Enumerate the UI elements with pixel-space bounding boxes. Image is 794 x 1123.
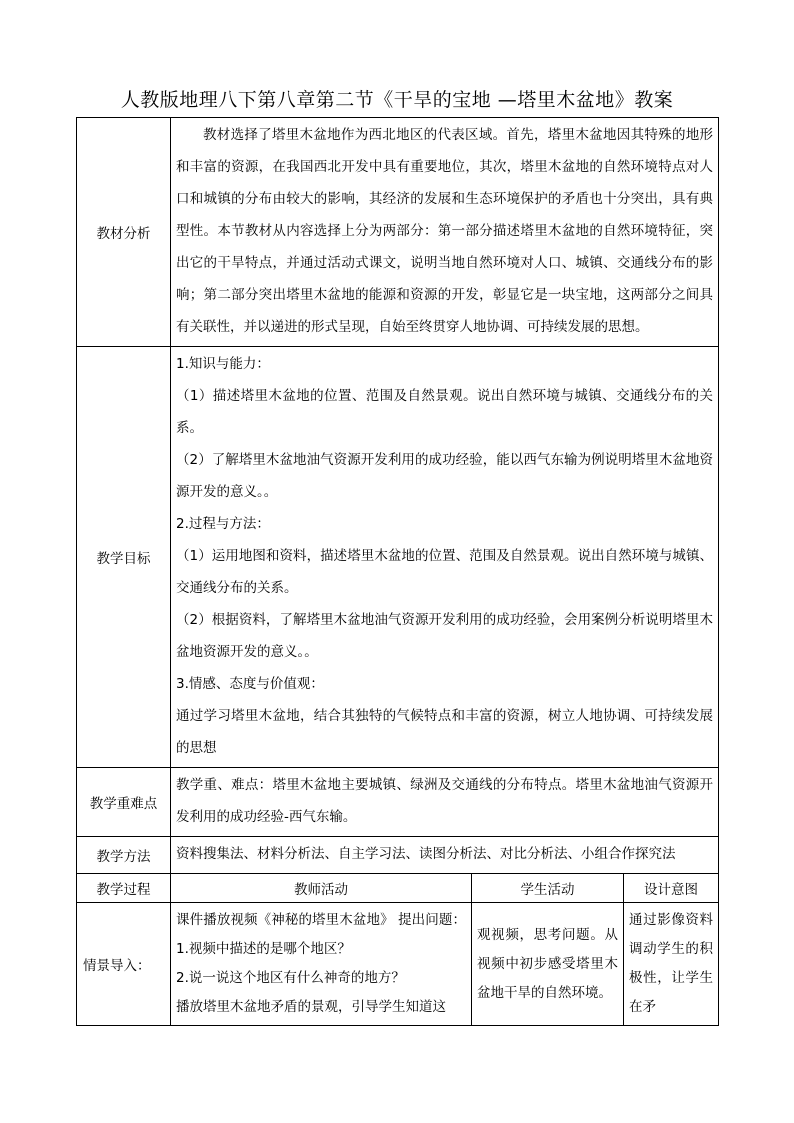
key-points-text: 教学重、难点：塔里木盆地主要城镇、绿洲及交通线的分布特点。塔里木盆地油气资源开发利用的成功经验-西气东输。	[171, 768, 719, 837]
lesson-plan-table	[76, 117, 719, 1026]
document-title: 人教版地理八下第八章第二节《干旱的宝地 —塔里木盆地》教案	[120, 89, 674, 111]
teacher-line: 课件播放视频《神秘的塔里木盆地》 提出问题：1.视频中描述的是哪个地区？	[176, 912, 466, 957]
objective-line: （1）运用地图和资料，描述塔里木盆地的位置、范围及自然景观。说出自然环境与城镇、交通线分布的关系。	[176, 548, 714, 596]
analysis-label: 教材分析	[77, 118, 171, 347]
teacher-line: 2.说一说这个地区有什么神奇的地方？	[176, 970, 405, 986]
objective-line: （1）描述塔里木盆地的位置、范围及自然景观。说出自然环境与城镇、交通线分布的关系。	[176, 388, 714, 436]
header-design-intent: 设计意图	[624, 874, 719, 903]
methods-text: 资料搜集法、材料分析法、自主学习法、读图分析法、对比分析法、小组合作探究法	[171, 837, 719, 874]
objective-line: （2）根据资料，了解塔里木盆地油气资源开发利用的成功经验，会用案例分析说明塔里木盆地资源开发的意义。。	[176, 612, 714, 660]
student-activity: 观视频，思考问题。从视频中初步感受塔里木盆地干旱的自然环境。	[472, 903, 624, 1026]
analysis-row	[77, 118, 719, 347]
header-student-activity: 学生活动	[472, 874, 624, 903]
header-teacher-activity: 教师活动	[171, 874, 472, 903]
methods-row	[77, 837, 719, 874]
analysis-text: 教材选择了塔里木盆地作为西北地区的代表区域。首先，塔里木盆地因其特殊的地形和丰富的资源，在我国西北开发中具有重要地位，其次，塔里木盆地的自然环境特点对人口和城镇的分布由较大的影响，其经济的发展和生态环境保护的矛盾也十分突出，具有典型性。本节教材从内容选择上分为两部分：第一部分描述塔里木盆地的自然环境特征，突出它的干旱特点，并通过活动式课文，说明当地自然环境对人口、城镇、交通线分布的影响；第二部分突出塔里木盆地的能源和资源的开发，彰显它是一块宝地，这两部分之间具有关联性，并以递进的形式呈现，自始至终贯穿人地协调、可持续发展的思想。	[171, 118, 719, 347]
objectives-row	[77, 347, 719, 768]
process-header-row	[77, 874, 719, 903]
objective-line: 3.情感、态度与价值观：	[176, 676, 324, 692]
objectives-label: 教学目标	[77, 347, 171, 768]
objective-line: 1.知识与能力：	[176, 356, 270, 372]
process-intro-row	[77, 903, 719, 1026]
methods-label: 教学方法	[77, 837, 171, 874]
teacher-line: 播放塔里木盆地矛盾的景观，引导学生知道这	[176, 999, 446, 1015]
teacher-activity	[171, 903, 472, 1026]
header-process: 教学过程	[77, 874, 171, 903]
stage-label: 情景导入：	[77, 903, 171, 1026]
objective-line: （2）了解塔里木盆地油气资源开发利用的成功经验，能以西气东输为例说明塔里木盆地资源开发的意义。。	[176, 452, 714, 500]
objectives-content	[171, 347, 719, 768]
design-intent: 通过影像资料调动学生的积极性，让学生在矛	[624, 903, 719, 1026]
objective-line: 2.过程与方法：	[176, 516, 270, 532]
key-points-label: 教学重难点	[77, 768, 171, 837]
key-points-row	[77, 768, 719, 837]
objective-line: 通过学习塔里木盆地，结合其独特的气候特点和丰富的资源，树立人地协调、可持续发展的思想	[176, 708, 714, 756]
